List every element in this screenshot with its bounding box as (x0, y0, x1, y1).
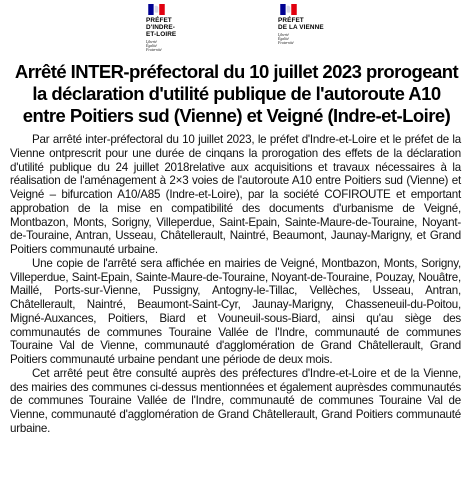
body-paragraph-1: Par arrêté inter-préfectoral du 10 juillet 2023, le préfet d'Indre-et-Loire et le préfet de la Vienne ontprescrit pour une durée de cinqans la prorogation des effets de la déclaration d'utilité publique du 24 juillet 2018relative aux acquisitions et travaux nécessaires à la réalisation de l'aménagement à 2×3 voies de l'autoroute A10 entre Poitiers sud (Vienne) et Veigné – bifurcation A10/A85 (Indre-et-Loire), par la société COFIROUTE et emportant approbation de la mise en compatibilité des documents d'urbanisme de Veigné, Montbazon, Monts, Sorigny, Villeperdue, Saint-Epain, Sainte-Maure-de-Touraine, Noyant-de-Touraine, Antran, Usseau, Châtellerault, Naintré, Beaumont, Jaunay-Marigny, et Grand Poitiers communauté urbaine. (10, 133, 461, 256)
flag-red-band (291, 4, 297, 15)
prefecture-logos (0, 4, 473, 58)
marianne-flag-icon (280, 4, 297, 15)
marianne-flag-icon (148, 4, 165, 15)
marianne-profile (155, 6, 159, 13)
flag-blue-band (148, 4, 154, 15)
body-paragraph-3: Cet arrêté peut être consulté auprès des préfectures d'Indre-et-Loire et de la Vienne, des mairies des communes ci-dessus mentionnées et également auprèsdes communautés de communes Touraine Vallée de l'Indre, communauté de communes Touraine Val de Vienne, communauté d'agglomération de Grand Châtellerault, Grand Poitiers communauté urbaine. (10, 366, 461, 435)
marianne-profile (287, 6, 291, 13)
prefet-vienne-name: PRÉFET DE LA VIENNE (278, 17, 324, 31)
republic-motto-right: Liberté Égalité Fraternité (278, 33, 294, 46)
republic-motto-left: Liberté Égalité Fraternité (146, 40, 162, 53)
decree-body (10, 133, 461, 436)
prefet-indre-et-loire-name: PRÉFET D'INDRE- ET-LOIRE (146, 17, 177, 38)
decree-title: Arrêté INTER-préfectoral du 10 juillet 2023 prorogeant la déclaration d'utilité publique de l'autoroute A10 entre Poitiers sud (Vienne) et Veigné (Indre-et-Loire) (14, 61, 459, 126)
flag-red-band (159, 4, 165, 15)
body-paragraph-2: Une copie de l'arrêté sera affichée en mairies de Veigné, Montbazon, Monts, Sorigny, Villeperdue, Saint-Epain, Sainte-Maure-de-Touraine, Noyant-de-Touraine, Pouzay, Nouâtre, Maillé, Ports-sur-Vienne, Pussigny, Antogny-le-Tillac, Vellèches, Usseau, Antran, Châtellerault, Naintré, Beaumont-Saint-Cyr, Jaunay-Marigny, Chasseneuil-du-Poitou, Migné-Auxances, Poitiers, Biard et Vouneuil-sous-Biard, ainsi qu'au siège des communautés de communes Touraine Vallée de l'Indre, communauté de communes Touraine Val de Vienne, communauté d'agglomération de Grand Châtellerault, Grand Poitiers communauté urbaine pendant une période de deux mois. (10, 256, 461, 366)
prefet-vienne-logo (278, 4, 368, 46)
flag-blue-band (280, 4, 286, 15)
prefet-indre-et-loire-logo (146, 4, 236, 53)
